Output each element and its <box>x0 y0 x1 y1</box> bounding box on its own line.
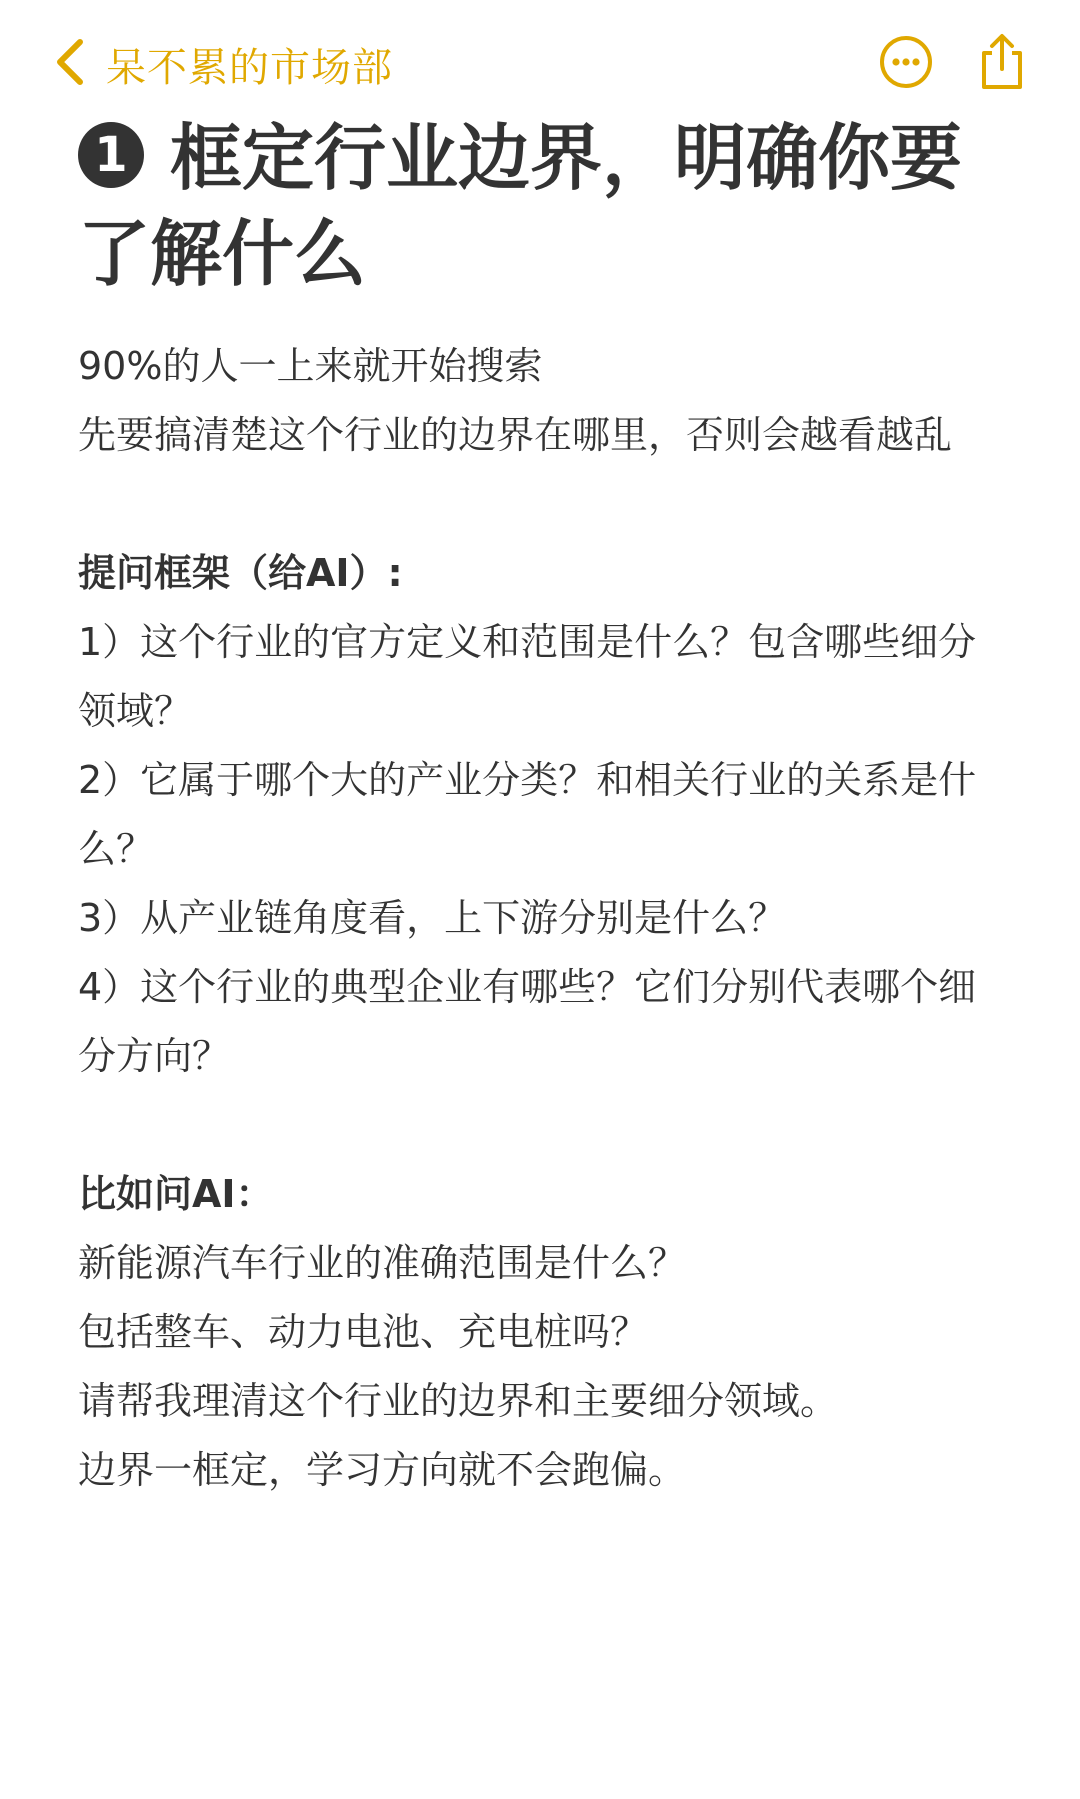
example-heading: 比如问AI： <box>78 1172 274 1216</box>
framework-heading: 提问框架（给AI）: <box>78 551 403 595</box>
blank-line <box>78 1091 1008 1160</box>
page-title <box>78 110 1008 302</box>
back-button[interactable] <box>52 34 393 94</box>
intro-block <box>78 332 1008 470</box>
framework-item: 4）这个行业的典型企业有哪些？它们分别代表哪个细分方向？ <box>78 965 977 1078</box>
blank-line <box>78 470 1008 539</box>
chevron-left-icon <box>52 34 88 94</box>
share-button[interactable] <box>970 32 1034 96</box>
step-number-badge: 1 <box>78 122 144 188</box>
framework-item: 2）它属于哪个大的产业分类？和相关行业的关系是什么？ <box>78 758 977 871</box>
framework-item: 3）从产业链角度看，上下游分别是什么？ <box>78 896 787 940</box>
example-block <box>78 1160 1008 1505</box>
example-line: 包括整车、动力电池、充电桩吗？ <box>78 1310 649 1354</box>
example-line: 边界一框定，学习方向就不会跑偏。 <box>78 1448 687 1492</box>
intro-line: 先要搞清楚这个行业的边界在哪里，否则会越看越乱 <box>78 413 953 457</box>
note-content <box>78 110 1008 1505</box>
more-button[interactable] <box>874 32 938 96</box>
example-line: 请帮我理清这个行业的边界和主要细分领域。 <box>78 1379 839 1423</box>
share-icon <box>976 31 1028 97</box>
framework-block <box>78 539 1008 1091</box>
intro-line: 90%的人一上来就开始搜索 <box>78 344 543 388</box>
example-line: 新能源汽车行业的准确范围是什么？ <box>78 1241 687 1285</box>
page-title-text: 框定行业边界，明确你要了解什么 <box>78 116 963 296</box>
back-label: 呆不累的市场部 <box>106 44 393 91</box>
more-dots-icon <box>878 34 934 94</box>
framework-item: 1）这个行业的官方定义和范围是什么？包含哪些细分领域？ <box>78 620 977 733</box>
